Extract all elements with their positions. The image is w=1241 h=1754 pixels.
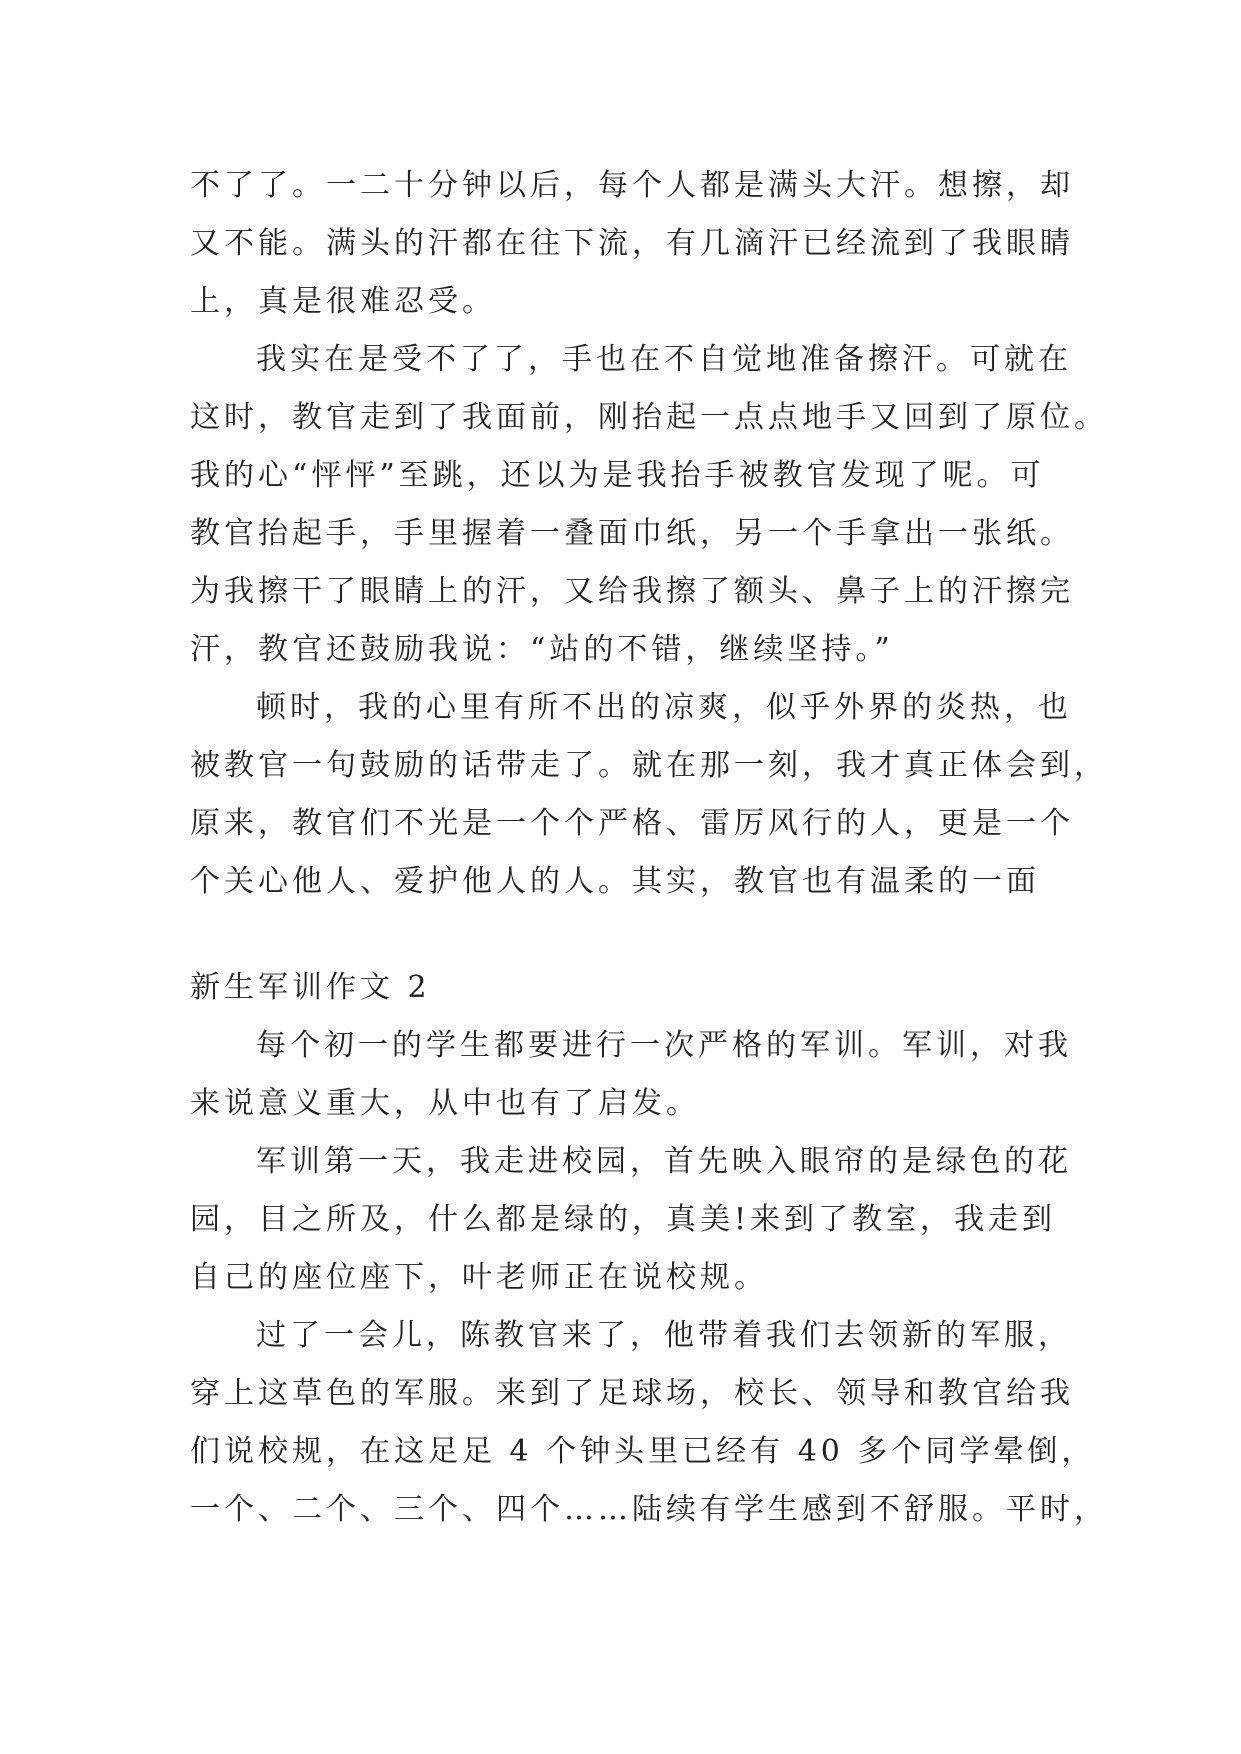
text-line: 汗，教官还鼓励我说：“站的不错，继续坚持。” [190, 632, 894, 667]
text-line: 上，真是很难忍受。 [190, 284, 496, 319]
text-line: 穿上这草色的军服。来到了足球场，校长、领导和教官给我 [190, 1376, 1074, 1411]
text-line: 顿时，我的心里有所不出的凉爽，似乎外界的炎热，也 [256, 690, 1072, 725]
text-line: 教官抬起手，手里握着一叠面巾纸，另一个手拿出一张纸。 [190, 516, 1074, 551]
text-line: 个关心他人、爱护他人的人。其实，教官也有温柔的一面 [190, 864, 1040, 899]
text-line: 原来，教官们不光是一个个严格、雷厉风行的人，更是一个 [190, 806, 1074, 841]
text-line: 被教官一句鼓励的话带走了。就在那一刻，我才真正体会到， [190, 748, 1108, 783]
text-line: 们说校规，在这足足 4 个钟头里已经有 40 多个同学晕倒， [190, 1434, 1096, 1469]
text-line: 园，目之所及，什么都是绿的，真美!来到了教室，我走到 [190, 1202, 1057, 1237]
text-line: 我实在是受不了了，手也在不自觉地准备擦汗。可就在 [256, 342, 1072, 377]
text-line: 一个、二个、三个、四个……陆续有学生感到不舒服。平时， [190, 1492, 1108, 1527]
text-line: 过了一会儿，陈教官来了，他带着我们去领新的军服， [256, 1318, 1072, 1353]
text-line: 为我擦干了眼睛上的汗，又给我擦了额头、鼻子上的汗擦完 [190, 574, 1074, 609]
text-line: 这时，教官走到了我面前，刚抬起一点点地手又回到了原位。 [190, 400, 1108, 435]
section-heading: 新生军训作文 2 [190, 970, 431, 1005]
text-line: 自己的座位座下，叶老师正在说校规。 [190, 1260, 768, 1295]
text-line: 来说意义重大，从中也有了启发。 [190, 1086, 700, 1121]
text-line: 不了了。一二十分钟以后，每个人都是满头大汗。想擦，却 [190, 168, 1074, 203]
text-line: 我的心“怦怦”至跳，还以为是我抬手被教官发现了呢。可 [190, 458, 1045, 493]
text-line: 每个初一的学生都要进行一次严格的军训。军训，对我 [256, 1028, 1072, 1063]
text-line: 又不能。满头的汗都在往下流，有几滴汗已经流到了我眼睛 [190, 226, 1074, 261]
text-line: 军训第一天，我走进校园，首先映入眼帘的是绿色的花 [256, 1144, 1072, 1179]
